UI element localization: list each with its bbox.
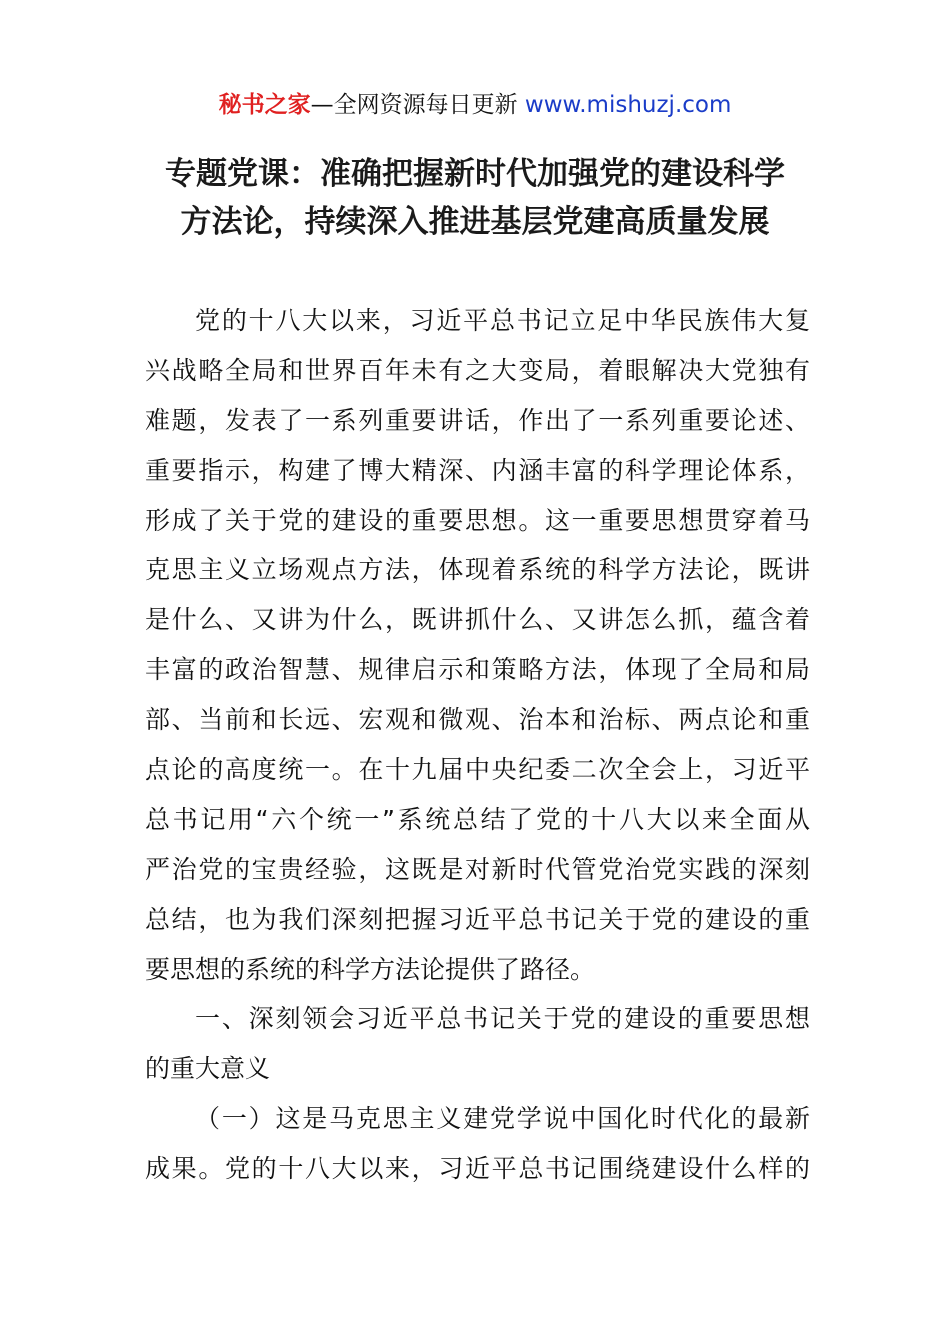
section-heading-line: 的重大意义 (145, 1054, 271, 1084)
body-line: 重要指示，构建了博大精深、内涵丰富的科学理论体系， (145, 455, 810, 485)
site-header (0, 88, 950, 122)
document-body (145, 296, 810, 1194)
body-line: 成果。党的十八大以来，习近平总书记围绕建设什么样的 (145, 1154, 810, 1184)
title-line: 方法论，持续深入推进基层党建高质量发展 (180, 204, 770, 240)
body-line: 兴战略全局和世界百年未有之大变局，着眼解决大党独有 (145, 355, 810, 385)
body-line: 总书记用“六个统一”系统总结了党的十八大以来全面从 (145, 804, 810, 834)
body-line: 部、当前和长远、宏观和微观、治本和治标、两点论和重 (145, 705, 810, 735)
body-line: 要思想的系统的科学方法论提供了路径。 (145, 954, 596, 984)
body-line: 党的十八大以来，习近平总书记立足中华民族伟大复 (195, 306, 810, 335)
title-line: 专题党课：准确把握新时代加强党的建设科学 (165, 156, 785, 192)
body-line: 总结，也为我们深刻把握习近平总书记关于党的建设的重 (145, 904, 810, 934)
body-line: 难题，发表了一系列重要讲话，作出了一系列重要论述、 (145, 405, 810, 435)
body-line: 形成了关于党的建设的重要思想。这一重要思想贯穿着马 (145, 505, 810, 535)
body-line: 克思主义立场观点方法，体现着系统的科学方法论，既讲 (145, 555, 810, 585)
header-dash: — (310, 92, 334, 118)
body-line: 丰富的政治智慧、规律启示和策略方法，体现了全局和局 (145, 655, 810, 685)
site-url-link[interactable]: www.mishuzj.com (524, 92, 732, 118)
body-line: （一）这是马克思主义建党学说中国化时代化的最新 (195, 1104, 810, 1134)
header-tagline: 全网资源每日更新 (333, 92, 518, 118)
body-line: 点论的高度统一。在十九届中央纪委二次全会上，习近平 (145, 755, 810, 785)
brand-name: 秘书之家 (218, 92, 311, 118)
body-line: 是什么、又讲为什么，既讲抓什么、又讲怎么抓，蕴含着 (145, 605, 810, 635)
section-heading-line: 一、深刻领会习近平总书记关于党的建设的重要思想 (195, 1004, 810, 1034)
document-title (110, 150, 840, 246)
body-line: 严治党的宝贵经验，这既是对新时代管党治党实践的深刻 (145, 854, 810, 884)
